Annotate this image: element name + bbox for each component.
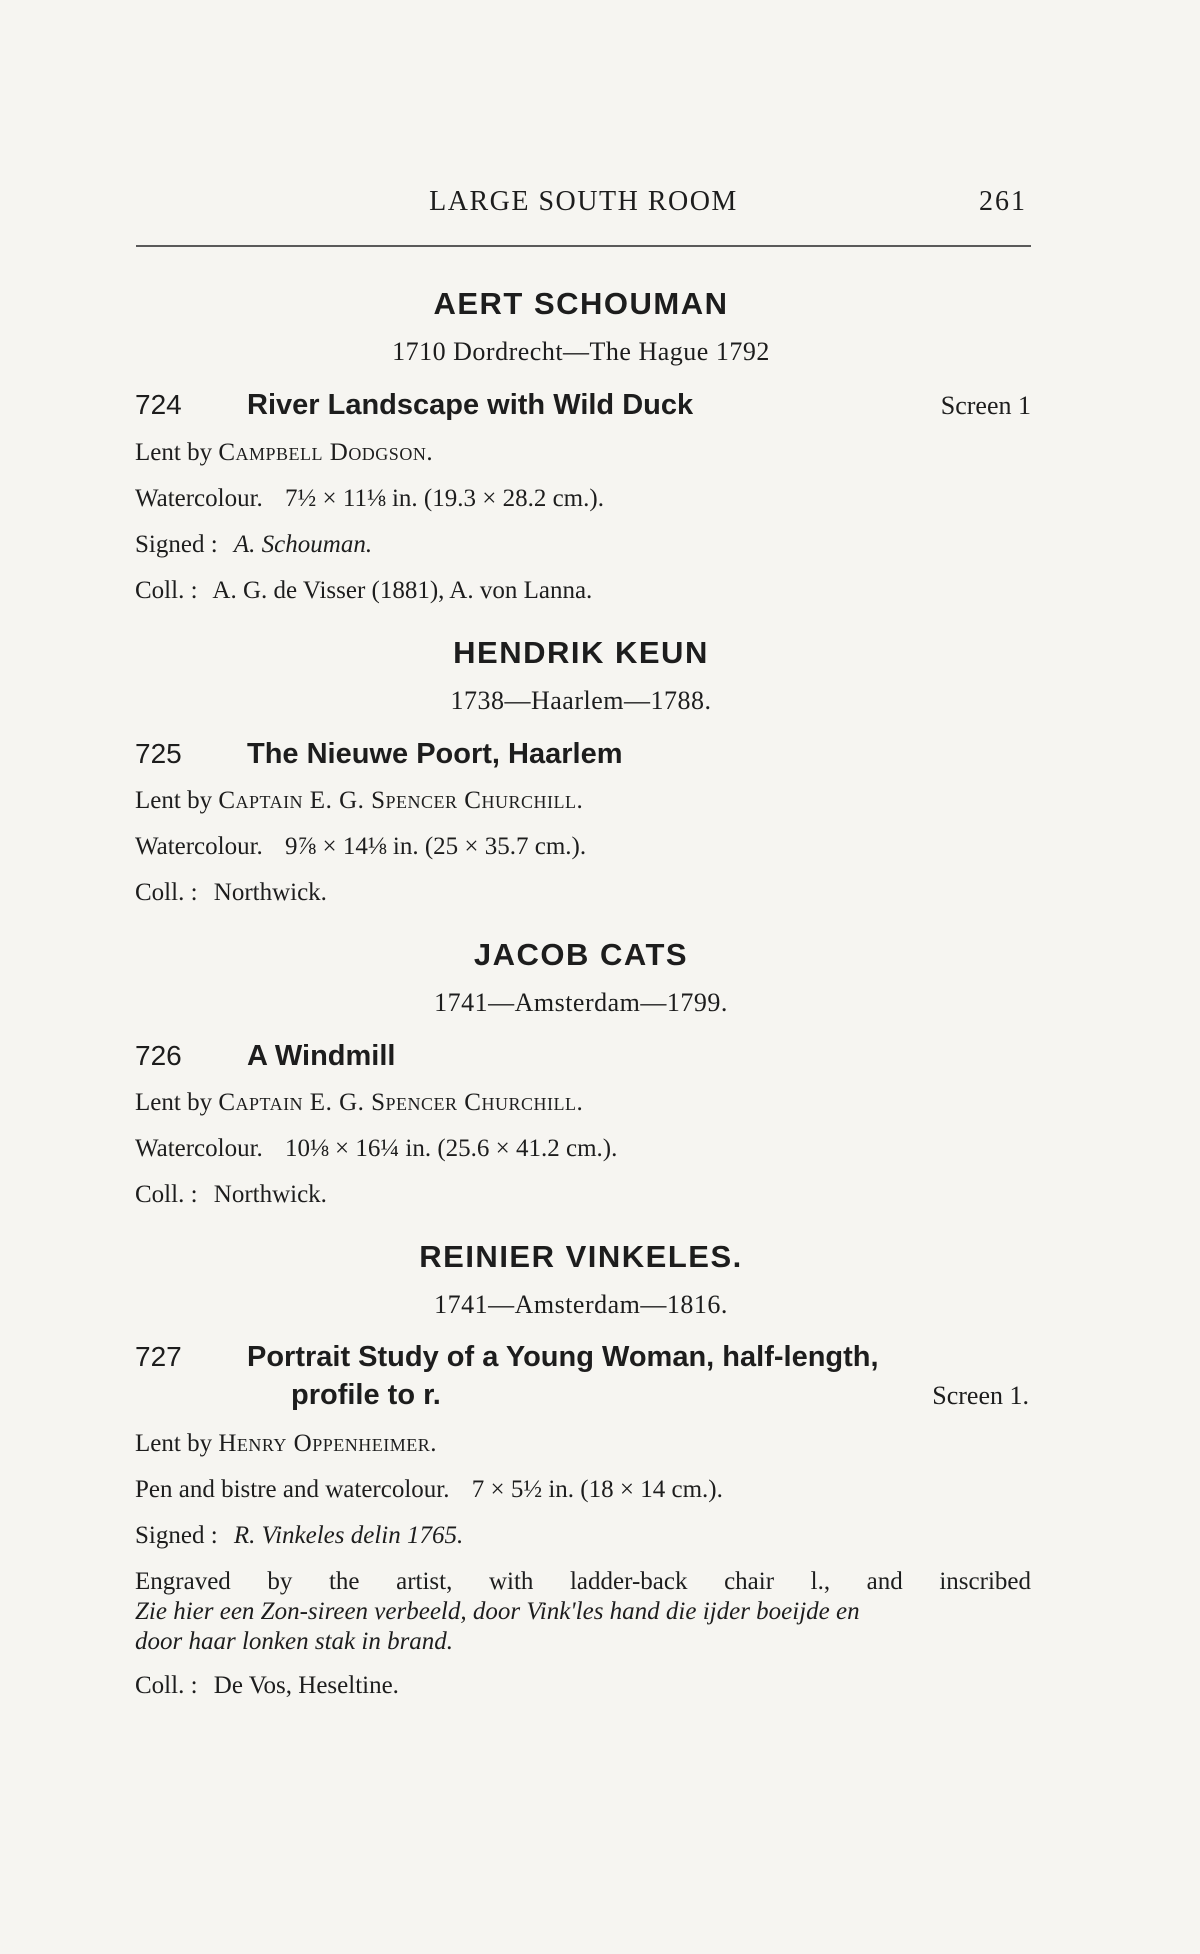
lender-name: Henry Oppenheimer. bbox=[218, 1430, 437, 1457]
medium-line bbox=[131, 824, 1031, 870]
medium: Watercolour. bbox=[135, 833, 263, 860]
medium: Watercolour. bbox=[135, 1135, 263, 1162]
lent-by-label: Lent by bbox=[135, 787, 213, 814]
artist-name: HENDRIK KEUN bbox=[453, 635, 709, 670]
lender-line bbox=[131, 1080, 1031, 1126]
signature: A. Schouman. bbox=[233, 531, 373, 558]
lent-by-label: Lent by bbox=[135, 439, 213, 466]
entry-number: 726 bbox=[135, 1040, 182, 1071]
engraving-line: Engraved by the artist, with ladder-back chair l., and inscribed bbox=[135, 1568, 1031, 1595]
signature-line bbox=[131, 1513, 1031, 1559]
medium-line bbox=[131, 1467, 1031, 1513]
artist-name: REINIER VINKELES. bbox=[419, 1239, 743, 1274]
collection-line bbox=[131, 568, 1031, 614]
collection-line bbox=[131, 870, 1031, 916]
collection-line bbox=[131, 1663, 1031, 1709]
entry-heading bbox=[131, 734, 1031, 774]
lender-line bbox=[131, 1421, 1031, 1467]
collection: A. G. de Visser (1881), A. von Lanna. bbox=[212, 577, 593, 604]
dimensions: 7½ × 11⅛ in. (19.3 × 28.2 cm.). bbox=[285, 485, 604, 512]
inscription-line-2: door haar lonken stak in brand. bbox=[135, 1628, 454, 1655]
entry-heading bbox=[131, 1338, 1031, 1376]
dimensions: 7 × 5½ in. (18 × 14 cm.). bbox=[471, 1476, 723, 1503]
medium: Pen and bistre and watercolour. bbox=[135, 1476, 450, 1503]
catalogue-entry-724 bbox=[131, 385, 1031, 614]
signed-label: Signed : bbox=[135, 1522, 218, 1549]
medium-line bbox=[131, 1126, 1031, 1172]
screen-reference: Screen 1 bbox=[940, 391, 1031, 420]
coll-label: Coll. : bbox=[135, 577, 198, 604]
entry-title: The Nieuwe Poort, Haarlem bbox=[247, 738, 623, 770]
signature: R. Vinkeles delin 1765. bbox=[233, 1522, 464, 1549]
catalogue-entry-727 bbox=[131, 1338, 1031, 1709]
entry-number: 725 bbox=[135, 738, 182, 769]
artist-name: AERT SCHOUMAN bbox=[433, 286, 729, 321]
artist-dates: 1741—Amsterdam—1799. bbox=[434, 988, 728, 1017]
collection-line bbox=[131, 1172, 1031, 1218]
artist-dates: 1710 Dordrecht—The Hague 1792 bbox=[392, 337, 770, 366]
lender-line bbox=[131, 430, 1031, 476]
running-head bbox=[136, 186, 1031, 226]
entry-heading-continued bbox=[131, 1376, 1031, 1415]
catalogue-entry-726 bbox=[131, 1036, 1031, 1218]
catalogue-content bbox=[131, 275, 1031, 1719]
entry-title: A Windmill bbox=[247, 1040, 396, 1072]
entry-number: 724 bbox=[135, 389, 182, 420]
header-rule bbox=[136, 245, 1031, 247]
lender-name: Captain E. G. Spencer Churchill. bbox=[218, 787, 584, 814]
medium: Watercolour. bbox=[135, 485, 263, 512]
engraving-note bbox=[131, 1567, 1031, 1657]
artist-section-cats bbox=[131, 926, 1031, 1218]
inscription-line-1: Zie hier een Zon-sireen verbeeld, door Vink'les hand die ijder boeijde en bbox=[135, 1598, 860, 1625]
catalogue-entry-725 bbox=[131, 734, 1031, 916]
entry-title: River Landscape with Wild Duck bbox=[247, 389, 694, 421]
collection: Northwick. bbox=[213, 879, 327, 906]
medium-line bbox=[131, 476, 1031, 522]
page-number: 261 bbox=[979, 186, 1027, 217]
signature-line bbox=[131, 522, 1031, 568]
lent-by-label: Lent by bbox=[135, 1430, 213, 1457]
artist-name: JACOB CATS bbox=[473, 937, 689, 972]
entry-heading bbox=[131, 385, 1031, 426]
artist-dates: 1738—Haarlem—1788. bbox=[450, 686, 712, 715]
entry-heading bbox=[131, 1036, 1031, 1076]
coll-label: Coll. : bbox=[135, 879, 198, 906]
lent-by-label: Lent by bbox=[135, 1089, 213, 1116]
dimensions: 10⅛ × 16¼ in. (25.6 × 41.2 cm.). bbox=[285, 1135, 618, 1162]
collection: De Vos, Heseltine. bbox=[213, 1672, 399, 1699]
artist-dates: 1741—Amsterdam—1816. bbox=[434, 1290, 728, 1319]
lender-name: Campbell Dodgson. bbox=[218, 439, 434, 466]
signed-label: Signed : bbox=[135, 531, 218, 558]
artist-section-schouman bbox=[131, 275, 1031, 614]
collection: Northwick. bbox=[213, 1181, 327, 1208]
coll-label: Coll. : bbox=[135, 1181, 198, 1208]
lender-line bbox=[131, 778, 1031, 824]
entry-title-line-1: Portrait Study of a Young Woman, half-length, bbox=[247, 1341, 879, 1373]
coll-label: Coll. : bbox=[135, 1672, 198, 1699]
entry-number: 727 bbox=[135, 1341, 182, 1372]
entry-title-line-2: profile to r. bbox=[291, 1379, 441, 1411]
running-title: LARGE SOUTH ROOM bbox=[429, 186, 738, 217]
artist-section-vinkeles bbox=[131, 1228, 1031, 1709]
screen-reference: Screen 1. bbox=[932, 1381, 1029, 1410]
dimensions: 9⅞ × 14⅛ in. (25 × 35.7 cm.). bbox=[285, 833, 587, 860]
artist-section-keun bbox=[131, 624, 1031, 916]
lender-name: Captain E. G. Spencer Churchill. bbox=[218, 1089, 584, 1116]
